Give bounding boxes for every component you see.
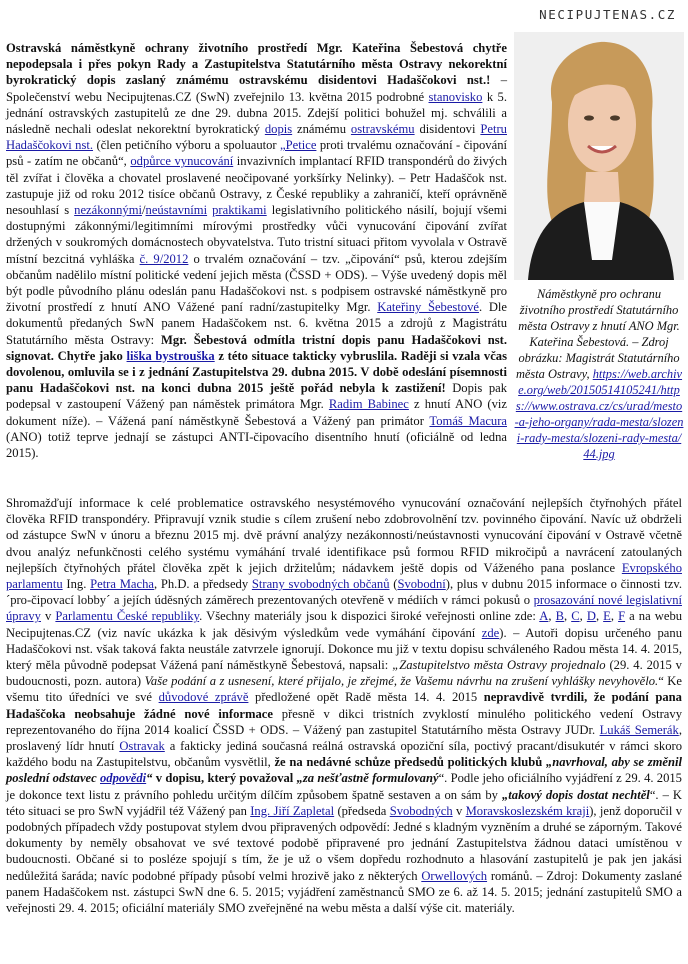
portrait-illustration	[514, 32, 684, 280]
article-link[interactable]: Parlamentu České republiky	[55, 609, 200, 624]
photo-sidebar	[514, 32, 684, 462]
article-text: (předseda	[334, 803, 390, 818]
article-link[interactable]: C	[571, 609, 580, 624]
article-text: Shromažďují informace k celé problematice ostravského nesystémového vynucování označování nejlepších čtyřnohých přátel člověka RFID transpondéry. Připravují vznik studie s cílem zrušení nebo zdobrovolnění tzv. povinného čipování. Navíc už obdrželi od zástupce SwN v únoru a březnu 2015 mj. dvě právní analýzy nezákonnosti/neústavnosti vynucování čipování v Ostravě včetně dvou analýz nefunkčnosti celého systému vymáhání trvalé identifikace psů formou RFID mikročipů a navrácení zatoulaných nejlepších čtyřnohých přátel člověka zpět k jejich držitelům; nádavkem ještě dopis od Váženého pana poslance	[6, 496, 682, 575]
article-main-paragraph	[6, 495, 682, 916]
article-link[interactable]: B	[555, 609, 564, 624]
article-text: Mgr. Šebestová odmítla tristní dopis panu Hadaščokovi nst. signovat. Chytře jako	[6, 332, 507, 363]
article-text: ,	[563, 609, 572, 624]
article-text: ,	[610, 609, 619, 624]
article-text: “	[146, 771, 153, 786]
article-text: “ Ke všemu tito úředníci ve své	[6, 674, 682, 705]
article-link[interactable]: neústavními	[145, 203, 208, 218]
article-link[interactable]: nezákonnými	[74, 203, 143, 218]
article-link[interactable]: Moravskoslezském kraji	[465, 803, 590, 818]
article-link[interactable]: Strany svobodných občanů	[251, 577, 390, 592]
site-label: NECIPUJTENAS.CZ	[539, 7, 676, 22]
article-text: , Ph.D. a předsedy	[153, 577, 252, 592]
article-text: invazivních implantací RFID transpondérů do živých těl zvířat i člověka a chovatel proslavené neočipované yorkšírky Nelinky). – Petr Hadaščok nst. zastupuje již od roku 2012 tisíce občanů Ostravy, z České republiky a zahraničí, kteří oprávněně nesouhlasí s	[6, 154, 507, 218]
article-link[interactable]: Lukáš Semerák	[599, 722, 679, 737]
article-text: románů. – Zdroj: Dokumenty zaslané panem Hadaščokem nst. zástupci SwN dne 6. 5. 2015; vyjádření zaměstnanců SMO ze 6. až 14. 5. 2015; jednání zastupitelů SMO a veřejnosti 29. 4. 2015; oficiální materiály SMO zveřejněné na webu města a další výše cit. materiály.	[6, 868, 682, 916]
article-link[interactable]: stanovisko	[428, 89, 483, 104]
article-text: v	[452, 803, 466, 818]
article-text: ,	[548, 609, 556, 624]
article-link[interactable]: důvodové zprávě	[158, 690, 249, 705]
article-text: . Všechny materiály jsou k dispozici široké veřejnosti online zde:	[199, 609, 540, 624]
article-text: předložené opět Radě města 14. 4. 2015	[248, 690, 484, 705]
article-link[interactable]: Petra Macha	[90, 577, 154, 592]
article-link[interactable]: A	[539, 609, 549, 624]
article-text: v	[40, 609, 56, 624]
article-text: „za nešťastně formulovaný	[296, 771, 439, 786]
article-text: Vaše podání a z usnesení, které přijalo, je zřejmé, že Vašemu návrhu na zrušení vyhlášky nevyhovělo.	[144, 674, 659, 689]
article-text: a fakticky jediná současná reálná ostravská opoziční síla, poctivý pracant/disukutér v rámci skoro každého bodu na Zastupitelstvu, občanům vysvětlil,	[6, 739, 682, 770]
article-text: nepravdivě tvrdili, že podání pana Hadaščoka neobsahuje žádné nové informace	[6, 690, 682, 721]
article-link[interactable]: Orwellových	[421, 868, 488, 883]
article-text: k 5. jednání ostravských zastupitelů ze dne 29. dubna 2015. Zdejší politici bohužel mj. schválili a následně nechali odeslat nekorektní byrokratický	[6, 89, 507, 137]
article-text: , proslavený lídr hnutí	[6, 722, 682, 754]
article-link[interactable]: zde	[481, 625, 500, 640]
article-link[interactable]: F	[618, 609, 626, 624]
article-link[interactable]: Kateřiny Šebestové	[377, 300, 480, 315]
article-text: . Dle dokumentů předaných SwN panem Hadaščokem nst. 6. května 2015 a zdrojů z Magistrátu Statutárního města Ostravy:	[6, 300, 507, 347]
article-text: o trvalém označování – tzv. „čipování“ psů, kterou zdejším občanům nadělilo místní politické vedení jejich města (ČSSD + ODS). – Výše uvedený dopis měl být podle původního plánu odeslán panu Hadaščokovi nst. s podpisem ostravské náměstkyně pro životní prostředí z hnutí ANO Vážené paní radní/zastupitelky Mgr.	[6, 251, 508, 315]
article-text: „takový dopis dostat nechtěl	[502, 787, 650, 802]
article-text: (29. 4. 2015 v budoucnosti, pozn. autora)	[6, 658, 682, 689]
article-link[interactable]: Evropského parlamentu	[6, 560, 682, 592]
article-link[interactable]: Svobodných	[389, 803, 453, 818]
article-link[interactable]: dopis	[264, 122, 293, 137]
article-text: „Zastupitelstvo města Ostravy projednalo	[392, 658, 606, 673]
article-text: (	[389, 577, 398, 592]
article-text: (ANO) totiž teprve jednají se zástupci ANTI-čipovacího disentního hnutí (oficiálně od ledna 2015).	[6, 429, 507, 461]
article-text: z hnutí ANO (viz dokument níže). – Vážená paní náměstkyně Šebestová a Vážený pan primátor	[6, 397, 507, 428]
article-link[interactable]: „Petice	[280, 138, 317, 153]
article-text: přesně v dikci tristních zvyklostí minulého politického vedení Ostravy reprezentovaného do října 2014 koalicí ČSSD + ODS. – Vážený pan zastupitel Statutárního města Ostravy JUDr.	[6, 706, 682, 737]
article-link[interactable]: praktikami	[212, 203, 267, 218]
article-text: “. – K této situaci se pro SwN vyjádřil též Vážený pan	[6, 787, 682, 818]
article-text: ). – Autoři dopisu určeného panu Hadaščokovi nst. však taková fakta neustále zatvrzele ignorují. Dokonce mu již v textu dopisu schváleného Radou města 14. 4. 2015, který měla původně podepsat Vážená paní náměstkyně Šebestová, napsali:	[6, 625, 682, 673]
article-text: ,	[595, 609, 604, 624]
article-text: /	[142, 203, 146, 218]
article-link[interactable]: Svobodní	[397, 577, 446, 592]
article-text: že na nedávné schůze předsedů politických klubů	[274, 755, 543, 770]
article-text: ), plus v dubnu 2015 informace o činnosti tzv. ´pro-čipovací lobby´ a jejích úděsných záměrech prezentovaných otevřeně v médiích v rámci pokusů o	[6, 577, 682, 608]
article-text: disidentovi	[414, 122, 481, 137]
article-text: ), jenž doporučil v podobných případech vždy postupovat stylem dvou připravených odpovědí: Jedné s kladným vyzněním a druhé se záporným. Takové dokumenty by neměly obsahovat ve své textové podobě připravené pro jednání Zastupitelstva žádnou dataci umístěnou v budoucnosti. Občané si to posléze spojují s tím, že je už o všem dopředu rozhodnuto a hlasování zastupitelů je pak jen jakási nedůležitá šaráda; navíc podobné případy působí velmi hrozivě jako z některých	[6, 803, 682, 883]
article-text: a na webu Necipujtenas.CZ (viz navíc ukázka k jak děsivým výsledkům vede vymáhání čipování	[6, 609, 683, 640]
caption-text: Náměstkyně pro ochranu životního prostředí Statutárního města Ostravy z hnutí ANO Mgr. Kateřina Šebestová. – Zdroj obrázku: Magistrát Statutárního města Ostravy,	[515, 287, 680, 381]
article-link[interactable]: odpovědi	[100, 771, 147, 786]
article-link[interactable]: Petru Hadaščokovi nst.	[6, 122, 507, 153]
article-link[interactable]: Radim Babinec	[328, 397, 409, 412]
article-link[interactable]: odpůrce vynucování	[130, 154, 234, 169]
article-link[interactable]: E	[603, 609, 611, 624]
article-link[interactable]: Ostravak	[119, 739, 165, 754]
article-link[interactable]: č. 9/2012	[139, 251, 189, 266]
article-text: známému	[292, 122, 351, 137]
article-text: ,	[579, 609, 587, 624]
article-text: Ostravská náměstkyně ochrany životního prostředí Mgr. Kateřina Šebestová chytře nepodepsala i přes pokyn Rady a Zastupitelstva Statutárního města Ostravy nekorektní byrokratický dopis zaslaný známému ostravskému disidentovi Hadaščokovi nst.!	[6, 41, 507, 88]
article-text: v dopisu, který považoval	[152, 771, 297, 786]
article-link[interactable]: D	[586, 609, 596, 624]
article-text: legislativního politického násilí, bojují všemi dostupnými zákonnými/legitimními mírovými prostředky vůči vynucování čipování zvířat držených v soukromých domácnostech obyvatelstva. Tuto tristní situaci přitom vyvolala v Ostravě místní bezcitná vyhláška	[6, 203, 507, 266]
article-link[interactable]: prosazování nové legislativní úpravy	[6, 593, 682, 624]
article-text: (člen petičního výboru a spoluautor	[93, 138, 281, 153]
photo-caption	[514, 286, 684, 462]
article-intro-paragraph	[6, 40, 507, 461]
article-top-block	[6, 40, 682, 495]
article-text: z této situace takticky vybruslila. Raději si vzala včas dovolenou, omluvila se i z jednání Zastupitelstva 29. dubna 2015. V době odeslání písemnosti panu Hadaščokovi nst. na konci dubna 2015 ještě pořád nebyla k zastižení!	[6, 348, 507, 396]
caption-source-link[interactable]: https://web.archive.org/web/20150514105241/https://www.ostrava.cz/cs/urad/mesto-a-jeho-organy/rada-mesta/slozeni-rady-mesta/slozeni-rady-mesta/44.jpg	[514, 367, 684, 461]
article-text: Ing.	[62, 577, 91, 592]
article-link[interactable]: Tomáš Macura	[429, 413, 507, 428]
article-link[interactable]: ostravskému	[350, 122, 415, 137]
article-link[interactable]: Ing. Jiří Zapletal	[250, 803, 335, 818]
deputy-photo	[514, 32, 684, 280]
article-link[interactable]: liška bystrouška	[126, 348, 215, 363]
article-text: „navrhoval, aby se změnil poslední odstavec	[6, 755, 682, 786]
article-text: – Společenství webu Necipujtenas.CZ (SwN) zveřejnilo 13. května 2015 podrobné	[6, 73, 507, 104]
article-text: Dopis pak podepsal v zastoupení Vážený pan náměstek primátora Mgr.	[6, 381, 508, 412]
article	[6, 40, 682, 916]
article-text: “. Podle jeho oficiálního vyjádření z 29. 4. 2015 je dokonce text listu z právního pohledu určitým dílčím způsobem špatně sestaven a on sám by	[6, 771, 682, 802]
article-text: proti trvalému označování - čipování psů - zatím ne občanů“,	[6, 138, 507, 169]
